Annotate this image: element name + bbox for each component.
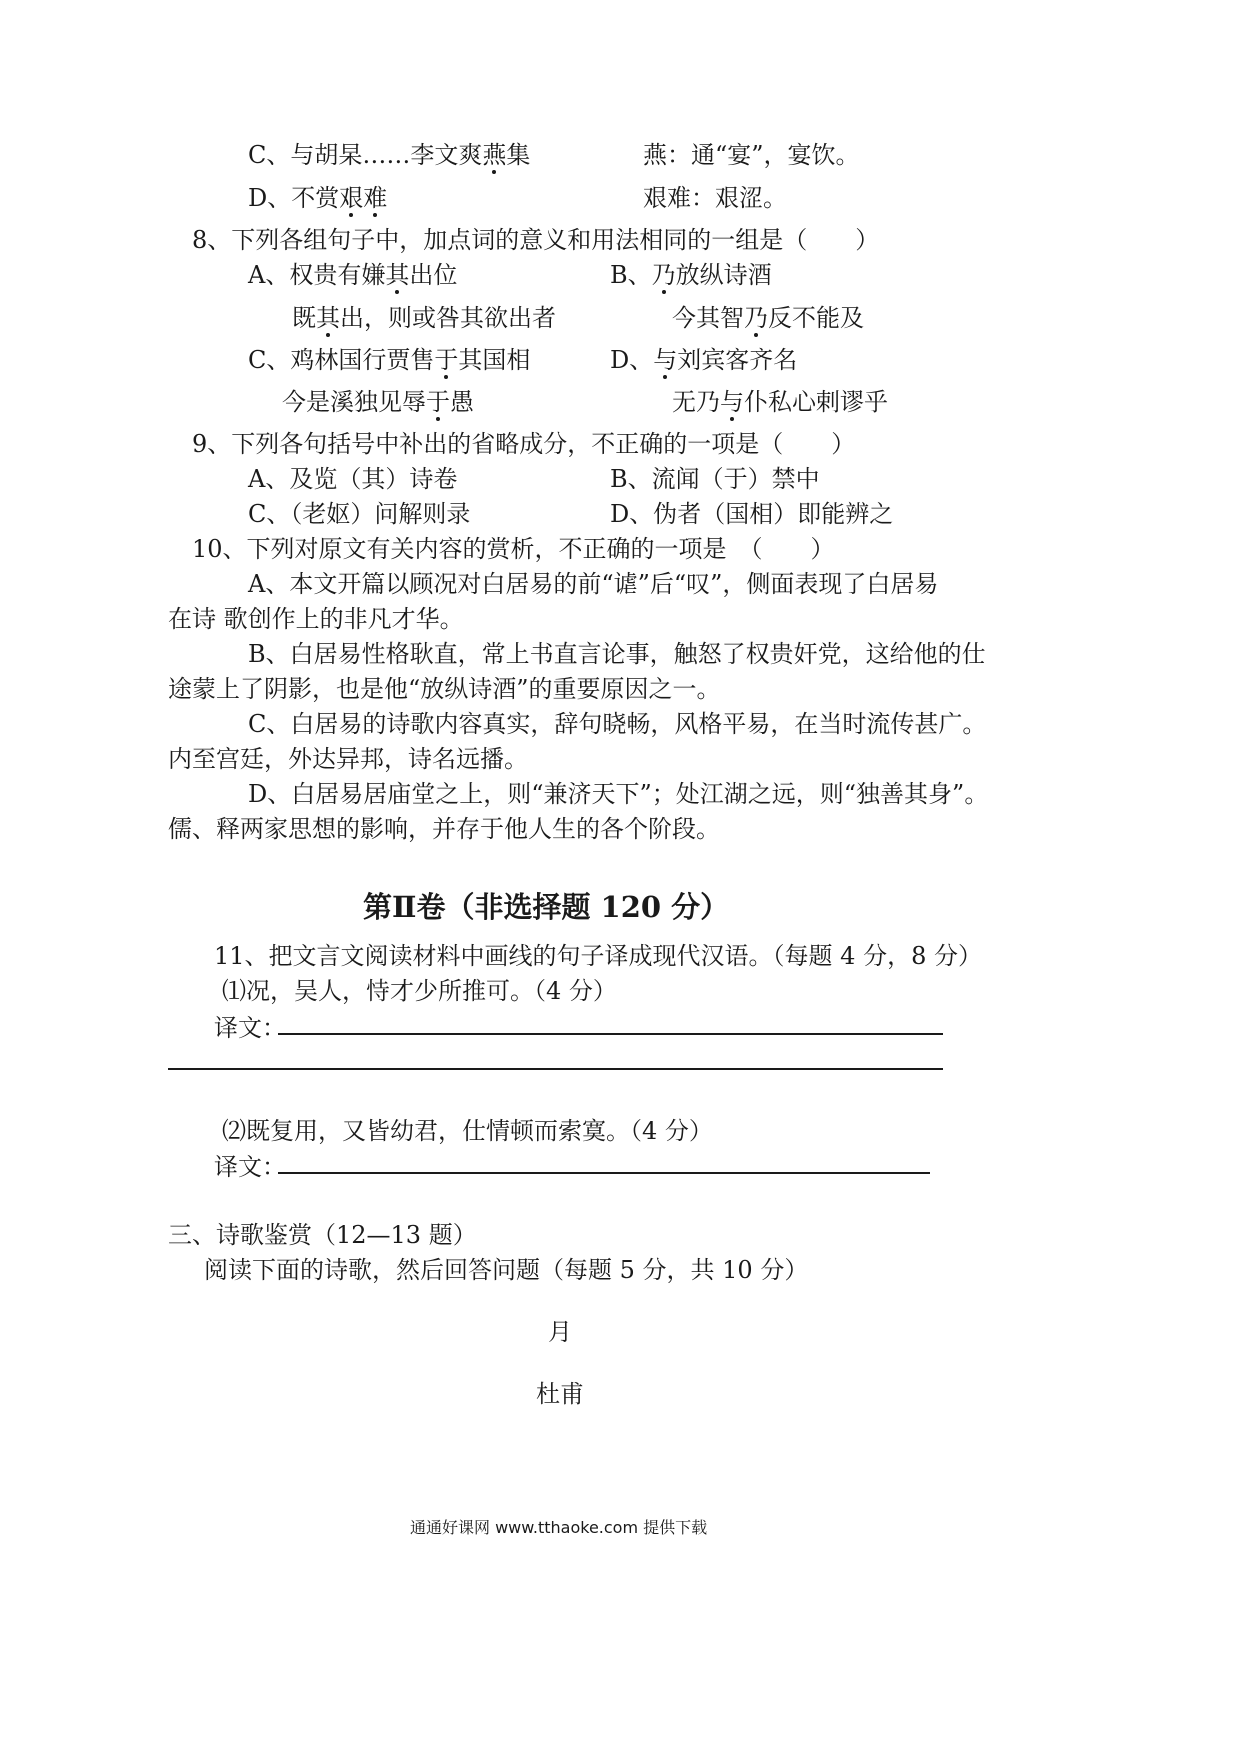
q9-stem: 9、下列各句括号中补出的省略成分，不正确的一项是（ ）	[192, 430, 856, 458]
emphasis-char: 与	[720, 388, 744, 416]
q10-option-b-line2: 途蒙上了阴影，也是他“放纵诗酒”的重要原因之一。	[168, 675, 721, 703]
poem-author: 杜甫	[536, 1380, 584, 1408]
emphasis-char: 艰	[339, 184, 364, 212]
emphasis-char: 于	[426, 388, 450, 416]
q10-option-c-line2: 内至宫廷，外达异邦，诗名远播。	[168, 745, 528, 773]
q10-option-a-line2: 在诗 歌创作上的非凡才华。	[168, 605, 464, 633]
q10-option-b-line1: B、白居易性格耿直，常上书直言论事，触怒了权贵奸党，这给他的仕	[248, 640, 986, 668]
q10-option-a-line1: A、本文开篇以顾况对白居易的前“谑”后“叹”，侧面表现了白居易	[248, 570, 939, 598]
q11-sentence-2: ⑵既复用，又皆幼君，仕情顿而索寞。（4 分）	[222, 1117, 713, 1145]
q8-stem: 8、下列各组句子中，加点词的意义和用法相同的一组是（ ）	[192, 226, 880, 254]
q8-option-d-line2: 无乃与仆私心剌谬乎	[672, 388, 888, 416]
poem-title: 月	[548, 1318, 572, 1346]
q8-option-b-line1: B、乃放纵诗酒	[610, 261, 772, 289]
q7-option-c: C、与胡杲……李文爽燕集	[248, 141, 531, 169]
q9-option-b: B、流闻（于）禁中	[610, 465, 820, 493]
q8-option-b-line2: 今其智乃反不能及	[672, 304, 864, 332]
q10-option-d-line2: 儒、释两家思想的影响，并存于他人生的各个阶段。	[168, 815, 720, 843]
emphasis-char: 燕	[482, 141, 507, 169]
q7-note-c: 燕：通“宴”，宴饮。	[643, 141, 860, 169]
emphasis-char: 难	[363, 184, 388, 212]
emphasis-char: 其	[385, 261, 410, 289]
q8-option-c-line1: C、鸡林国行贾售于其国相	[248, 346, 531, 374]
q9-option-d: D、伪者（国相）即能辨之	[610, 500, 894, 528]
part-two-title: 第Ⅱ卷（非选择题 120 分）	[363, 890, 730, 924]
q10-option-d-line1: D、白居易居庙堂之上，则“兼济天下”；处江湖之远，则“独善其身”。	[248, 780, 989, 808]
part-three-title: 三、诗歌鉴赏（12—13 题）	[168, 1221, 477, 1249]
answer-line[interactable]	[168, 1068, 943, 1070]
answer-line[interactable]	[278, 1033, 943, 1035]
q8-option-d-line1: D、与刘宾客齐名	[610, 346, 798, 374]
emphasis-char: 乃	[744, 304, 768, 332]
q10-option-c-line1: C、白居易的诗歌内容真实，辞句晓畅，风格平易，在当时流传甚广。	[248, 710, 987, 738]
q10-stem: 10、下列对原文有关内容的赏析，不正确的一项是 （ ）	[192, 535, 835, 563]
q9-option-c: C、（老妪）问解则录	[248, 500, 471, 528]
answer-line[interactable]	[278, 1172, 930, 1174]
q7-option-d: D、不赏艰难	[248, 184, 388, 212]
part-three-instruction: 阅读下面的诗歌，然后回答问题（每题 5 分，共 10 分）	[204, 1256, 809, 1284]
q7-note-d: 艰难：艰涩。	[643, 184, 787, 212]
q11-translation-label-1: 译文：	[214, 1014, 286, 1042]
q8-option-a-line1: A、权贵有嫌其出位	[248, 261, 458, 289]
q9-option-a: A、及览（其）诗卷	[248, 465, 458, 493]
emphasis-char: 于	[434, 346, 459, 374]
q11-translation-label-2: 译文：	[214, 1153, 286, 1181]
emphasis-char: 与	[653, 346, 678, 374]
emphasis-char: 乃	[651, 261, 676, 289]
q11-stem: 11、把文言文阅读材料中画线的句子译成现代汉语。（每题 4 分，8 分）	[214, 942, 982, 970]
q11-sentence-1: ⑴况，吴人，恃才少所推可。（4 分）	[222, 977, 617, 1005]
emphasis-char: 其	[316, 304, 340, 332]
q8-option-a-line2: 既其出，则或咎其欲出者	[292, 304, 556, 332]
page-footer: 通通好课网 www.tthaoke.com 提供下载	[410, 1518, 708, 1537]
q8-option-c-line2: 今是溪独见辱于愚	[282, 388, 474, 416]
